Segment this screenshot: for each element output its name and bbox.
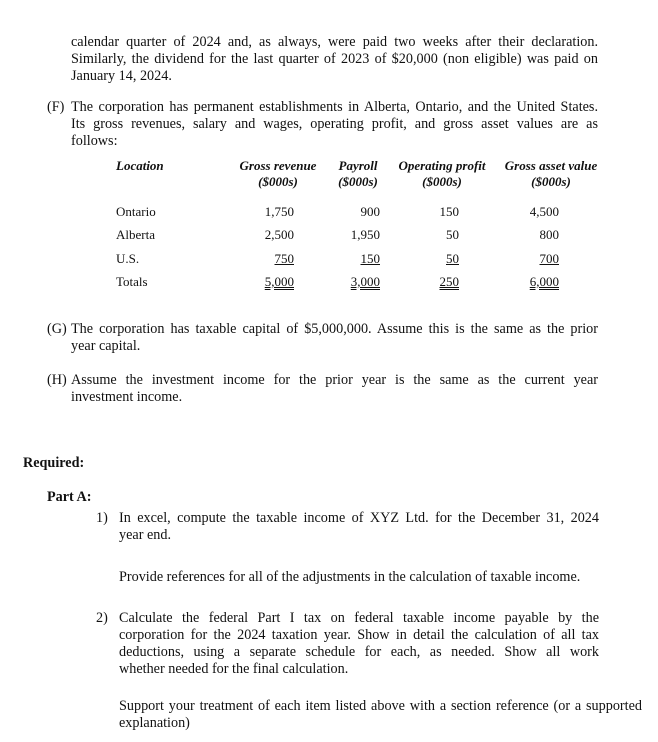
table-row-us-profit: 50 xyxy=(446,251,459,266)
table-row-us-revenue: 750 xyxy=(274,251,294,266)
table-row-ontario-revenue: 1,750 xyxy=(264,204,294,219)
intro-line-1: calendar quarter of 2024 and, as always, were paid two weeks after their declaration. xyxy=(71,34,598,50)
q1-number: 1) xyxy=(96,510,108,526)
table-row-alberta-assets: 800 xyxy=(539,227,559,242)
q1-note: Provide references for all of the adjustments in the calculation of taxable income. xyxy=(119,569,581,585)
header-gross-asset: Gross asset value xyxy=(504,158,598,173)
table-row-alberta-profit: 50 xyxy=(446,227,459,242)
table-row-totals-location: Totals xyxy=(116,274,148,289)
intro-line-3: January 14, 2024. xyxy=(71,68,172,84)
header-operating-profit: Operating profit xyxy=(398,158,486,173)
table-row-alberta-location: Alberta xyxy=(116,227,155,242)
table-row-alberta-revenue: 2,500 xyxy=(264,227,294,242)
intro-line-2: Similarly, the dividend for the last quarter of 2023 of $20,000 (non eligible) was paid on xyxy=(71,51,598,67)
item-h-line-1: Assume the investment income for the prior year is the same as the current year xyxy=(71,372,598,388)
table-row-ontario-payroll: 900 xyxy=(360,204,380,219)
part-a-heading: Part A: xyxy=(47,489,92,505)
table-row-us-assets: 700 xyxy=(539,251,559,266)
header-operating-profit-unit: ($000s) xyxy=(422,174,462,189)
item-g-line-2: year capital. xyxy=(71,338,141,354)
table-row-alberta-payroll: 1,950 xyxy=(350,227,380,242)
header-payroll-unit: ($000s) xyxy=(338,174,378,189)
q2-number: 2) xyxy=(96,610,108,626)
table-row-us-location: U.S. xyxy=(116,251,140,266)
table-row-totals-assets: 6,000 xyxy=(529,274,559,289)
q2-line-3: deductions, using a separate schedule for each, as needed. Show all work xyxy=(119,644,599,660)
data-table xyxy=(0,0,658,300)
item-g-line-1: The corporation has taxable capital of $5,000,000. Assume this is the same as the prior xyxy=(71,321,598,337)
item-g-label: (G) xyxy=(47,321,67,337)
table-row-ontario-assets: 4,500 xyxy=(529,204,559,219)
q1-line-1: In excel, compute the taxable income of XYZ Ltd. for the December 31, 2024 xyxy=(119,510,599,526)
item-f-line-1: The corporation has permanent establishments in Alberta, Ontario, and the United States. xyxy=(71,99,598,115)
q2-line-1: Calculate the federal Part I tax on federal taxable income payable by the xyxy=(119,610,599,626)
table-row-totals-profit: 250 xyxy=(439,274,459,289)
q1-line-2: year end. xyxy=(119,527,171,543)
q2-line-2: corporation for the 2024 taxation year. Show in detail the calculation of all tax xyxy=(119,627,599,643)
item-f-line-2: Its gross revenues, salary and wages, operating profit, and gross asset values are as xyxy=(71,116,598,132)
q2-line-4: whether needed for the final calculation. xyxy=(119,661,349,677)
item-h-line-2: investment income. xyxy=(71,389,183,405)
header-gross-revenue: Gross revenue xyxy=(239,158,317,173)
header-payroll: Payroll xyxy=(338,158,378,173)
support-line-1: Support your treatment of each item listed above with a section reference (or a supported xyxy=(119,698,642,714)
table-row-totals-revenue: 5,000 xyxy=(264,274,294,289)
support-line-2: explanation) xyxy=(119,715,190,731)
item-f-line-3: follows: xyxy=(71,133,118,149)
table-row-ontario-location: Ontario xyxy=(116,204,156,219)
table-row-totals-payroll: 3,000 xyxy=(350,274,380,289)
required-heading: Required: xyxy=(23,455,85,471)
header-gross-revenue-unit: ($000s) xyxy=(258,174,298,189)
header-location: Location xyxy=(116,158,164,173)
table-row-ontario-profit: 150 xyxy=(439,204,459,219)
item-h-label: (H) xyxy=(47,372,67,388)
header-gross-asset-unit: ($000s) xyxy=(531,174,571,189)
table-row-us-payroll: 150 xyxy=(360,251,380,266)
item-f-label: (F) xyxy=(47,99,65,115)
